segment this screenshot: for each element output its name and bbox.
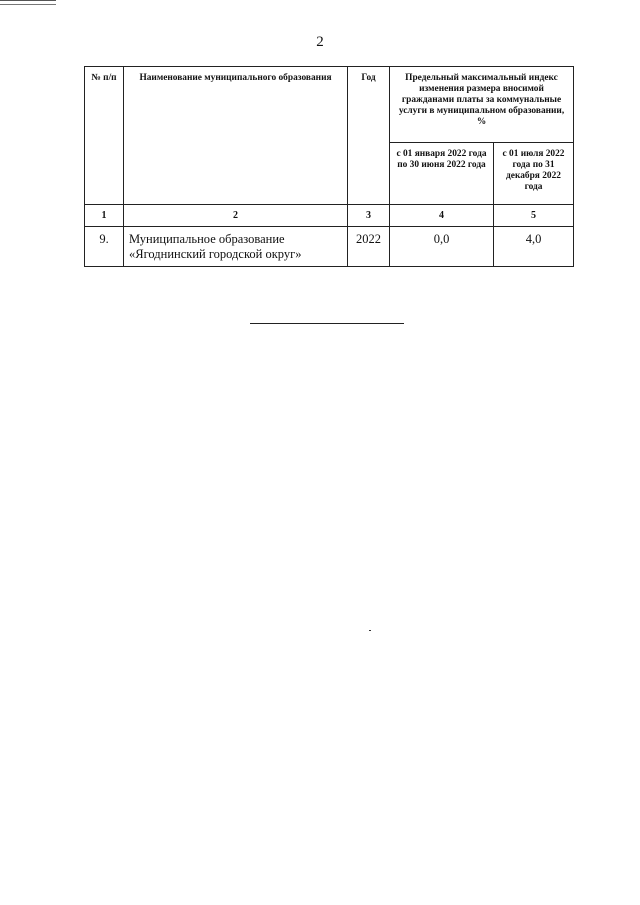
header-period-2: с 01 июля 2022 года по 31 декабря 2022 года	[494, 143, 574, 205]
column-number: 1	[85, 205, 124, 227]
table-row	[85, 227, 574, 267]
page-number: 2	[316, 34, 324, 50]
header-num: № п/п	[85, 67, 124, 205]
column-number: 5	[494, 205, 574, 227]
header-year: Год	[348, 67, 390, 205]
document-end-rule	[250, 323, 404, 324]
column-number: 4	[390, 205, 494, 227]
cell-num: 9.	[85, 227, 124, 267]
header-period-1: с 01 января 2022 года по 30 июня 2022 года	[390, 143, 494, 205]
table-header-row	[85, 67, 574, 143]
scan-speck	[369, 630, 371, 631]
cell-municipality-name: Муниципальное образование «Ягоднинский городской округ»	[124, 227, 348, 267]
cell-period-1-value: 0,0	[390, 227, 494, 267]
header-municipality-name: Наименование муниципального образования	[124, 67, 348, 205]
column-number: 3	[348, 205, 390, 227]
cell-year: 2022	[348, 227, 390, 267]
column-number: 2	[124, 205, 348, 227]
municipal-index-table	[84, 66, 574, 267]
scan-corner-mark	[0, 0, 56, 5]
header-max-index: Предельный максимальный индекс изменения размера вносимой гражданами платы за коммунальные услуги в муниципальном образовании, %	[390, 67, 574, 143]
cell-period-2-value: 4,0	[494, 227, 574, 267]
column-numbers-row	[85, 205, 574, 227]
